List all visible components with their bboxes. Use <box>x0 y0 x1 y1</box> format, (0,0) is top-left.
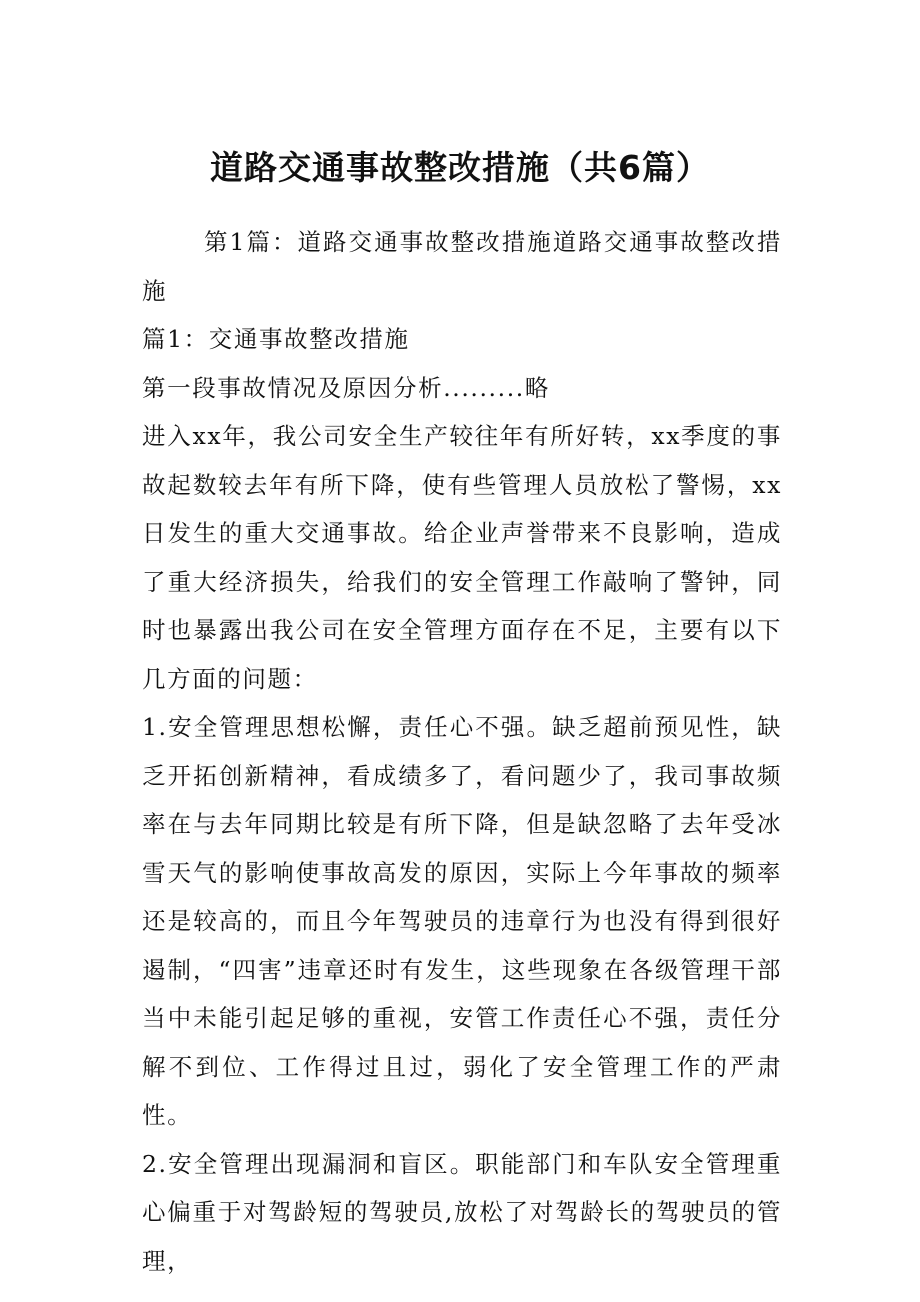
paragraph-section-heading: 篇1：交通事故整改措施 <box>142 325 410 353</box>
paragraph-subheading: 第一段事故情况及原因分析.........略 <box>142 373 550 402</box>
paragraph-intro: 进入xx年，我公司安全生产较往年有所好转，xx季度的事故起数较去年有所下降，使有些管理人员放松了警惕，xx日发生的重大交通事故。给企业声誉带来不良影响，造成了重大经济损失，给我们的安全管理工作敲响了警钟，同时也暴露出我公司在安全管理方面存在不足，主要有以下几方面的问题： <box>142 422 782 693</box>
document-body <box>142 218 782 1285</box>
paragraph-item-2: 2.安全管理出现漏洞和盲区。职能部门和车队安全管理重心偏重于对驾龄短的驾驶员,放松了对驾龄长的驾驶员的管理， <box>142 1149 782 1275</box>
paragraph-item-1: 1.安全管理思想松懈，责任心不强。缺乏超前预见性，缺乏开拓创新精神，看成绩多了，看问题少了，我司事故频率在与去年同期比较是有所下降，但是缺忽略了去年受冰雪天气的影响使事故高发的原因，实际上今年事故的频率还是较高的，而且今年驾驶员的违章行为也没有得到很好遏制，“四害”违章还时有发生，这些现象在各级管理干部当中未能引起足够的重视，安管工作责任心不强，责任分解不到位、工作得过且过，弱化了安全管理工作的严肃性。 <box>142 713 782 1129</box>
paragraph-chapter-heading: 第1篇：道路交通事故整改措施道路交通事故整改措施 <box>142 228 782 305</box>
document-title: 道路交通事故整改措施（共6篇） <box>210 148 710 187</box>
